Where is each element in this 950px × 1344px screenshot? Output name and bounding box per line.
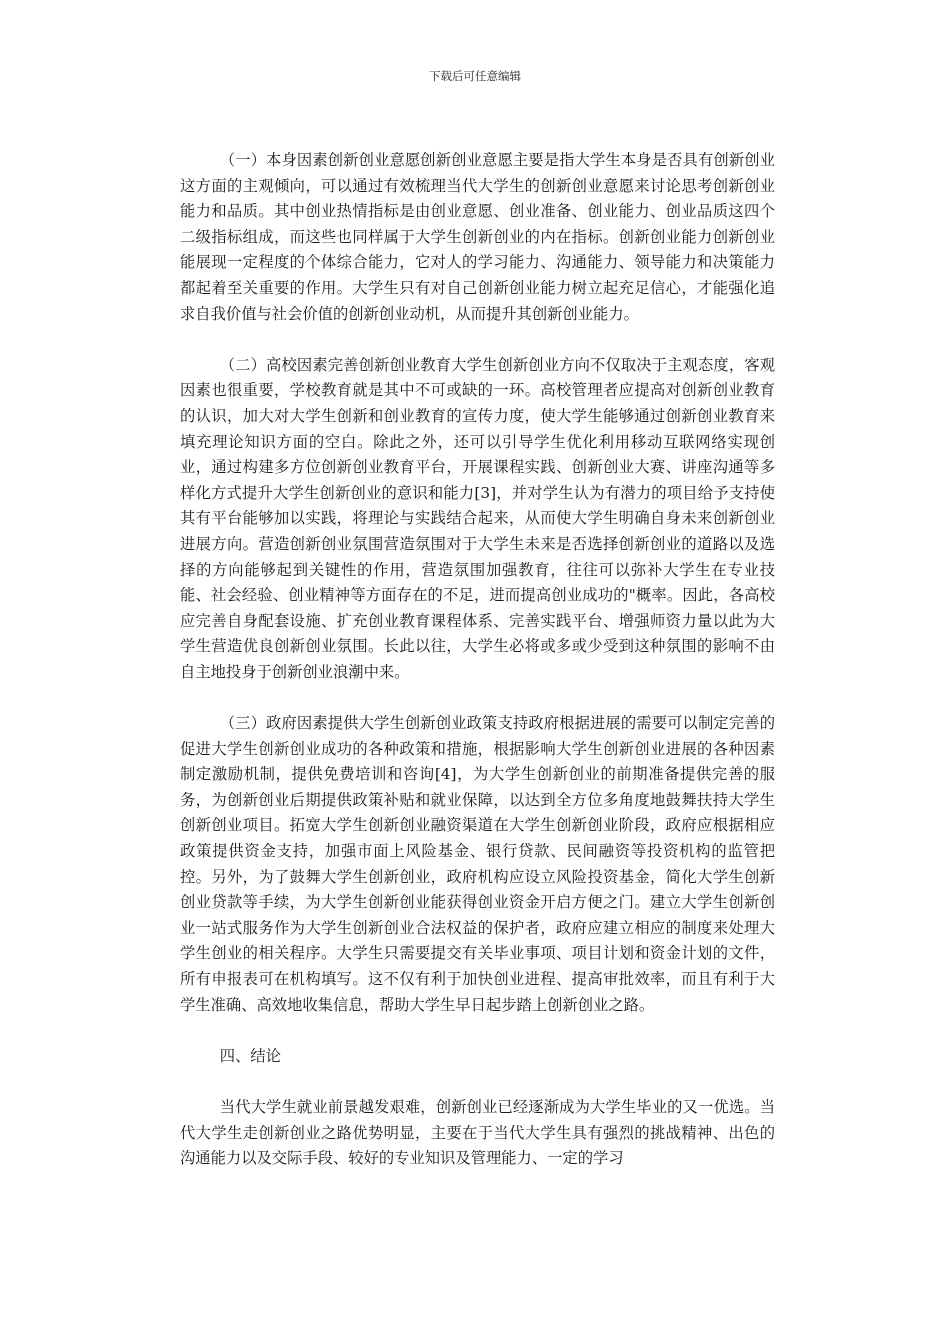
paragraph-university-factors: （二）高校因素完善创新创业教育大学生创新创业方向不仅取决于主观态度，客观因素也很重要，学校教育就是其中不可或缺的一环。高校管理者应提高对创新创业教育的认识，加大对大学生创新和创业教育的宣传力度，使大学生能够通过创新创业教育来填充理论知识方面的空白。除此之外，还可以引导学生优化利用移动互联网络实现创业，通过构建多方位创新创业教育平台，开展课程实践、创新创业大赛、讲座沟通等多样化方式提升大学生创新创业的意识和能力[3]，并对学生认为有潜力的项目给予支持使其有平台能够加以实践，将理论与实践结合起来，从而使大学生明确自身未来创新创业进展方向。营造创新创业氛围营造氛围对于大学生未来是否选择创新创业的道路以及选择的方向能够起到关键性的作用，营造氛围加强教育，往往可以弥补大学生在专业技能、社会经验、创业精神等方面存在的不足，进而提高创业成功的"概率。因此，各高校应完善自身配套设施、扩充创业教育课程体系、完善实践平台、增强师资力量以此为大学生营造优良创新创业氛围。长此以往，大学生必将或多或少受到这种氛围的影响不由自主地投身于创新创业浪潮中来。 (180, 355, 775, 681)
paragraph-government-factors: （三）政府因素提供大学生创新创业政策支持政府根据进展的需要可以制定完善的促进大学生创新创业成功的各种政策和措施，根据影响大学生创新创业进展的各种因素制定激励机制，提供免费培训和咨询[4]，为大学生创新创业的前期准备提供完善的服务，为创新创业后期提供政策补贴和就业保障，以达到全方位多角度地鼓舞扶持大学生创新创业项目。拓宽大学生创新创业融资渠道在大学生创新创业阶段，政府应根据相应政策提供资金支持，加强市面上风险基金、银行贷款、民间融资等投资机构的监管把控。另外，为了鼓舞大学生创新创业，政府机构应设立风险投资基金，简化大学生创新创业贷款等手续，为大学生创新创业能获得创业资金开启方便之门。建立大学生创新创业一站式服务作为大学生创新创业合法权益的保护者，政府应建立相应的制度来处理大学生创业的相关程序。大学生只需要提交有关毕业事项、项目计划和资金计划的文件，所有申报表可在机构填写。这不仅有利于加快创业进程、提高审批效率，而且有利于大学生准确、高效地收集信息，帮助大学生早日起步踏上创新创业之路。 (180, 714, 775, 1014)
paragraph-spacer (180, 1018, 775, 1044)
section-heading-conclusion: 四、结论 (219, 1046, 281, 1065)
page-header: 下载后可任意编辑 (429, 69, 521, 83)
paragraph-spacer (180, 327, 775, 353)
paragraph-spacer (180, 685, 775, 711)
paragraph-conclusion: 当代大学生就业前景越发艰难，创新创业已经逐渐成为大学生毕业的又一优选。当代大学生走创新创业之路优势明显，主要在于当代大学生具有强烈的挑战精神、出色的沟通能力以及交际手段、较好的专业知识及管理能力、一定的学习 (180, 1097, 775, 1168)
paragraph-personal-factors: （一）本身因素创新创业意愿创新创业意愿主要是指大学生本身是否具有创新创业这方面的主观倾向，可以通过有效梳理当代大学生的创新创业意愿来讨论思考创新创业能力和品质。其中创业热情指标是由创业意愿、创业准备、创业能力、创业品质这四个二级指标组成，而这些也同样属于大学生创新创业的内在指标。创新创业能力创新创业能展现一定程度的个体综合能力，它对人的学习能力、沟通能力、领导能力和决策能力都起着至关重要的作用。大学生只有对自己创新创业能力树立起充足信心，才能强化追求自我价值与社会价值的创新创业动机，从而提升其创新创业能力。 (180, 151, 775, 323)
paragraph-spacer (180, 1069, 775, 1095)
document-body (180, 148, 775, 1172)
